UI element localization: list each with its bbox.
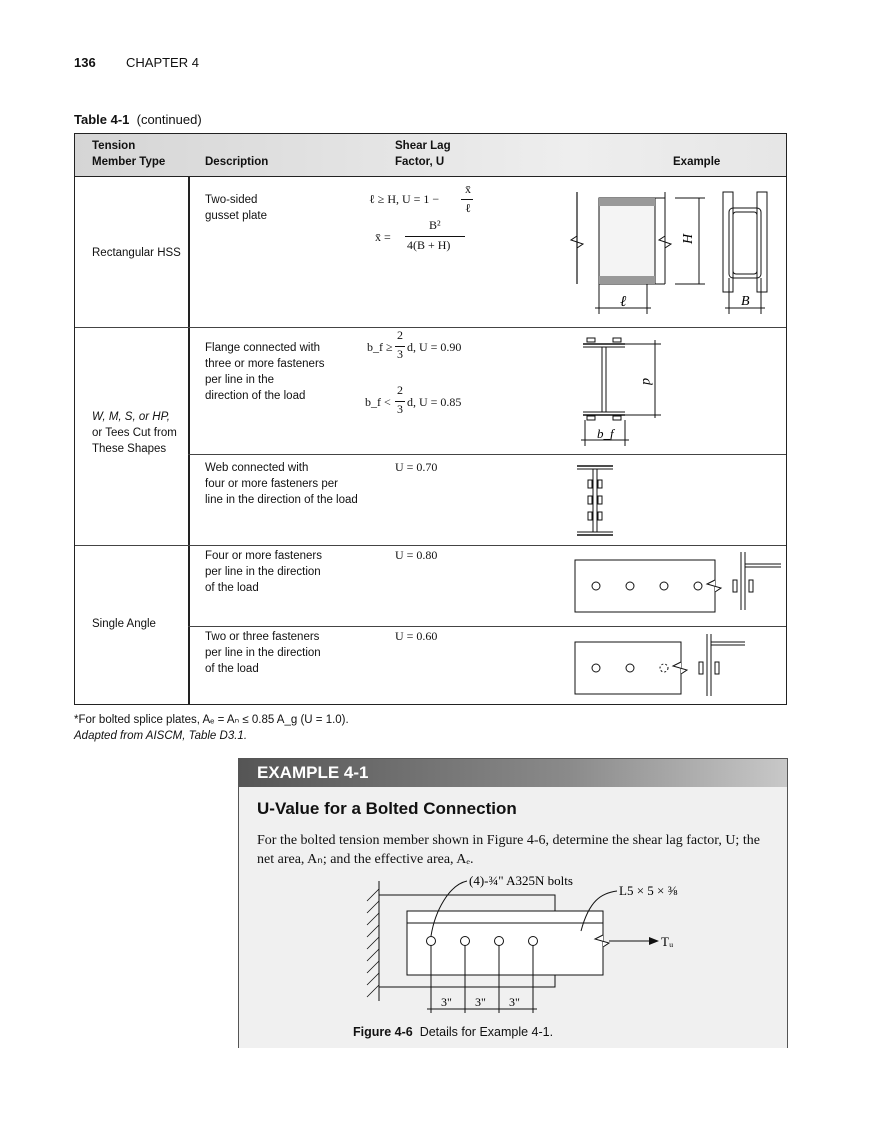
table-continued: (continued) (136, 112, 202, 127)
row-divider-angle (188, 626, 786, 627)
web-u-value: U = 0.70 (395, 460, 438, 474)
member-rect-hss: Rectangular HSS (92, 247, 181, 259)
flange-eq-a-left: b_f ≥ (367, 340, 393, 354)
angle-two-desc-3: of the load (205, 663, 259, 675)
table-footnote: *For bolted splice plates, Aₑ = Aₙ ≤ 0.85 A_g (U = 1.0). (74, 714, 349, 726)
flange-eq-a-den: 3 (397, 347, 403, 361)
flange-eq-b-den: 3 (397, 402, 403, 416)
wshape-flange-figure (575, 330, 685, 450)
chapter-heading: CHAPTER 4 (126, 55, 199, 70)
hss-desc-2: gusset plate (205, 210, 268, 222)
header-example: Example (673, 156, 721, 168)
table-title (74, 112, 202, 127)
spacing-3: 3" (509, 995, 520, 1009)
row-divider-hss (75, 327, 786, 328)
hss-eq2-fraction-bar (405, 236, 465, 237)
member-wshape-3: These Shapes (92, 443, 167, 455)
page-number: 136 (74, 55, 96, 70)
web-desc-2: four or more fasteners per (205, 478, 338, 490)
hss-eq2-num: B² (429, 218, 441, 232)
angle-four-desc-3: of the load (205, 582, 259, 594)
angle-four-u-value: U = 0.80 (395, 548, 438, 562)
column-divider (188, 176, 190, 704)
row-divider-wshape (75, 545, 786, 546)
header-shear-lag-1: Shear Lag (395, 140, 451, 152)
wshape-web-figure (571, 462, 621, 542)
member-single-angle: Single Angle (92, 618, 156, 630)
wshape-dim-d: d (639, 378, 654, 385)
row-divider-flange-web (188, 454, 786, 455)
web-desc-1: Web connected with (205, 462, 309, 474)
example-title: U-Value for a Bolted Connection (257, 799, 517, 818)
flange-eq-a-right: d, U = 0.90 (407, 340, 462, 354)
table-header (75, 134, 786, 177)
angle-two-desc-1: Two or three fasteners (205, 631, 320, 643)
figure-4-6 (349, 871, 709, 1021)
example-header (239, 759, 787, 787)
angle-four-desc-1: Four or more fasteners (205, 550, 322, 562)
flange-eq-a-num: 2 (397, 328, 403, 342)
spacing-1: 3" (441, 995, 452, 1009)
angle-two-desc-2: per line in the direction (205, 647, 321, 659)
hss-eq2-den: 4(B + H) (407, 238, 451, 252)
angle-four-bolts-figure (571, 550, 787, 616)
flange-desc-2: three or more fasteners (205, 358, 325, 370)
flange-eq-b-right: d, U = 0.85 (407, 395, 462, 409)
flange-desc-1: Flange connected with (205, 342, 321, 354)
wshape-dim-bf: b_f (597, 426, 614, 441)
hss-gusset-figure (565, 184, 775, 324)
figure-caption-label: Figure 4-6 (353, 1025, 413, 1039)
header-shear-lag-2: Factor, U (395, 156, 445, 168)
example-label: EXAMPLE 4-1 (257, 763, 369, 782)
table-source: Adapted from AISCM, Table D3.1. (74, 730, 248, 742)
angle-two-u-value: U = 0.60 (395, 629, 438, 643)
hss-dim-h: H (681, 233, 696, 244)
figure-caption (353, 1025, 553, 1039)
hss-eq1-fraction-bar (461, 199, 473, 200)
hss-dim-l: ℓ (620, 294, 627, 310)
figure-force-label: Tᵤ (661, 934, 674, 949)
flange-desc-3: per line in the (205, 374, 275, 386)
web-desc-3: line in the direction of the load (205, 494, 358, 506)
angle-four-desc-2: per line in the direction (205, 566, 321, 578)
hss-eq2-left: x̄ = (375, 230, 391, 244)
hss-eq1-left: ℓ ≥ H, U = 1 − (369, 192, 440, 206)
spacing-2: 3" (475, 995, 486, 1009)
member-wshape-1: W, M, S, or HP, (92, 411, 170, 423)
header-member-type-1: Tension (92, 140, 136, 152)
flange-desc-4: direction of the load (205, 390, 306, 402)
example-box (238, 758, 788, 1048)
member-wshape-2: or Tees Cut from (92, 427, 177, 439)
hss-dim-b: B (741, 294, 750, 309)
figure-caption-text: Details for Example 4-1. (419, 1025, 554, 1039)
hss-desc-1: Two-sided (205, 194, 258, 206)
hss-eq1-den: ℓ (465, 201, 471, 215)
header-description: Description (205, 156, 269, 168)
flange-eq-b-left: b_f < (365, 395, 391, 409)
angle-two-bolts-figure (571, 630, 751, 702)
table-label: Table 4-1 (74, 112, 130, 127)
figure-bolts-label: (4)-¾" A325N bolts (469, 873, 573, 888)
example-text: For the bolted tension member shown in Figure 4-6, determine the shear lag factor, U; the net area, Aₙ; and the effective area, Aₑ. (257, 833, 760, 867)
figure-angle-label: L5 × 5 × ⅜ (619, 883, 678, 898)
shear-lag-table (74, 133, 787, 705)
hss-eq1-num: x̄ (465, 182, 471, 196)
flange-eq-b-num: 2 (397, 383, 403, 397)
header-member-type-2: Member Type (92, 156, 166, 168)
